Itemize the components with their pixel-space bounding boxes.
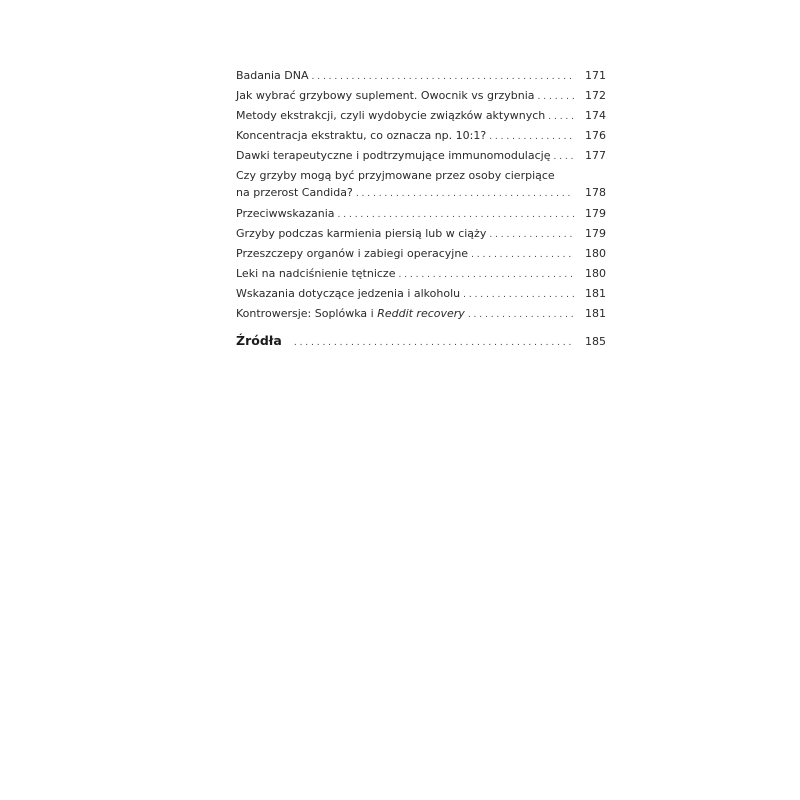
toc-entry-title-italic: Reddit recovery <box>377 307 465 320</box>
toc-entry-page: 179 <box>585 207 606 220</box>
toc-entry-page: 178 <box>585 186 606 199</box>
toc-entry[interactable] <box>236 286 606 302</box>
toc-entry-title: Koncentracja ekstraktu, co oznacza np. 10:1? <box>236 129 487 142</box>
toc-entry-title-plain: Kontrowersje: Soplówka i <box>236 307 378 320</box>
toc-entry-page: 180 <box>585 247 606 260</box>
toc-entry-title: Grzyby podczas karmienia piersią lub w ciąży <box>236 227 487 240</box>
toc-entry-page: 177 <box>585 149 606 162</box>
toc-entry-title: Leki na nadciśnienie tętnicze <box>236 267 396 280</box>
toc-entry-title: Wskazania dotyczące jedzenia i alkoholu <box>236 287 461 300</box>
toc-entry-title-line2: na przerost Candida? <box>236 186 353 199</box>
toc-entry-title: Jak wybrać grzybowy suplement. Owocnik vs grzybnia <box>236 89 535 102</box>
toc-entry-page: 174 <box>585 109 606 122</box>
section-page: 185 <box>585 335 606 348</box>
toc-entry-title <box>236 306 468 322</box>
toc-entry-page: 171 <box>585 69 606 82</box>
toc-entry-title: Metody ekstrakcji, czyli wydobycie związków aktywnych <box>236 109 546 122</box>
dot-leader <box>463 287 574 303</box>
dot-leader <box>294 334 574 352</box>
toc-entry[interactable] <box>236 266 606 282</box>
dot-leader <box>356 186 574 202</box>
toc-entry[interactable] <box>236 246 606 262</box>
dot-leader <box>489 129 574 145</box>
toc-entry-page: 181 <box>585 287 606 300</box>
toc-entry[interactable] <box>236 306 606 322</box>
dot-leader <box>468 307 574 323</box>
dot-leader <box>538 89 574 105</box>
toc-entry[interactable] <box>236 88 606 104</box>
toc-section-sources[interactable] <box>236 332 606 352</box>
toc-entry[interactable] <box>236 148 606 164</box>
toc-entry-title: Przeciwwskazania <box>236 207 335 220</box>
dot-leader <box>553 149 574 165</box>
section-title: Źródła <box>236 333 282 348</box>
toc-entry[interactable] <box>236 128 606 144</box>
dot-leader <box>548 109 574 125</box>
dot-leader <box>489 227 574 243</box>
table-of-contents <box>236 68 606 352</box>
toc-entry-title-line1: Czy grzyby mogą być przyjmowane przez osoby cierpiące <box>236 169 555 182</box>
toc-entry-page: 180 <box>585 267 606 280</box>
toc-entry-page: 172 <box>585 89 606 102</box>
toc-entry[interactable] <box>236 226 606 242</box>
toc-entry-page: 181 <box>585 307 606 320</box>
toc-entry-title: Przeszczepy organów i zabiegi operacyjne <box>236 247 469 260</box>
toc-entry[interactable] <box>236 68 606 84</box>
toc-entry[interactable] <box>236 168 606 202</box>
dot-leader <box>471 247 574 263</box>
toc-entry[interactable] <box>236 108 606 124</box>
toc-entry[interactable] <box>236 206 606 222</box>
toc-entry-title: Dawki terapeutyczne i podtrzymujące immunomodulację <box>236 149 551 162</box>
dot-leader <box>338 207 574 223</box>
dot-leader <box>312 69 575 85</box>
dot-leader <box>398 267 574 283</box>
toc-entry-page: 176 <box>585 129 606 142</box>
toc-entry-page: 179 <box>585 227 606 240</box>
toc-entry-title: Badania DNA <box>236 69 309 82</box>
